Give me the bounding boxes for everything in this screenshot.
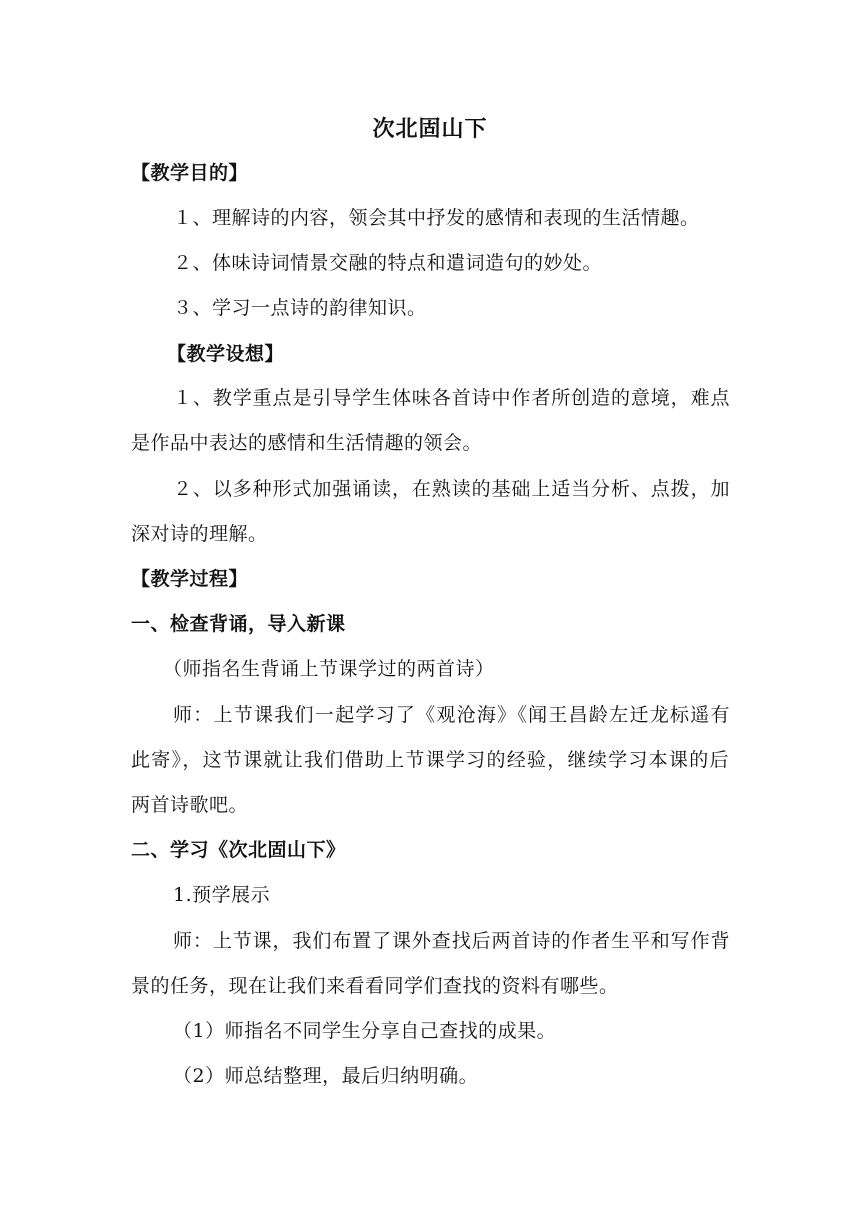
section-heading-objectives: 【教学目的】 [131, 162, 249, 184]
step-heading-2: 二、学习《次北固山下》 [131, 839, 346, 861]
step-1-para-line-1: 师：上节课我们一起学习了《观沧海》《闻王昌龄左迁龙标遥有 [173, 704, 730, 726]
step-1-para-line-3: 两首诗歌吧。 [131, 794, 249, 816]
objective-item-1: １、理解诗的内容，领会其中抒发的感情和表现的生活情趣。 [173, 207, 700, 229]
design-item-2-line-1: ２、以多种形式加强诵读，在熟读的基础上适当分析、点拨，加 [173, 478, 730, 500]
objective-item-3: ３、学习一点诗的韵律知识。 [173, 297, 427, 319]
objective-item-2: ２、体味诗词情景交融的特点和遣词造句的妙处。 [173, 252, 603, 274]
page-title: 次北固山下 [372, 116, 488, 142]
step-2-item-1: （1）师指名不同学生分享自己查找的成果。 [173, 1020, 557, 1042]
step-1-para-line-2: 此寄》，这节课就让我们借助上节课学习的经验，继续学习本课的后 [131, 749, 729, 771]
design-item-2-line-2: 深对诗的理解。 [131, 523, 268, 545]
design-item-1-line-1: １、教学重点是引导学生体味各首诗中作者所创造的意境，难点 [173, 387, 730, 409]
section-heading-design: 【教学设想】 [167, 343, 285, 365]
step-2-para-line-1: 师：上节课，我们布置了课外查找后两首诗的作者生平和写作背 [173, 930, 730, 952]
step-2-item-2: （2）师总结整理，最后归纳明确。 [173, 1065, 479, 1087]
section-heading-process: 【教学过程】 [131, 568, 249, 590]
step-1-note: （师指名生背诵上节课学过的两首诗） [163, 658, 495, 680]
step-heading-1: 一、检查背诵，导入新课 [131, 613, 346, 635]
design-item-1-line-2: 是作品中表达的感情和生活情趣的领会。 [131, 432, 483, 454]
step-2-para-line-2: 景的任务，现在让我们来看看同学们查找的资料有哪些。 [131, 975, 619, 997]
sub-heading-preview: 1.预学展示 [173, 884, 271, 906]
